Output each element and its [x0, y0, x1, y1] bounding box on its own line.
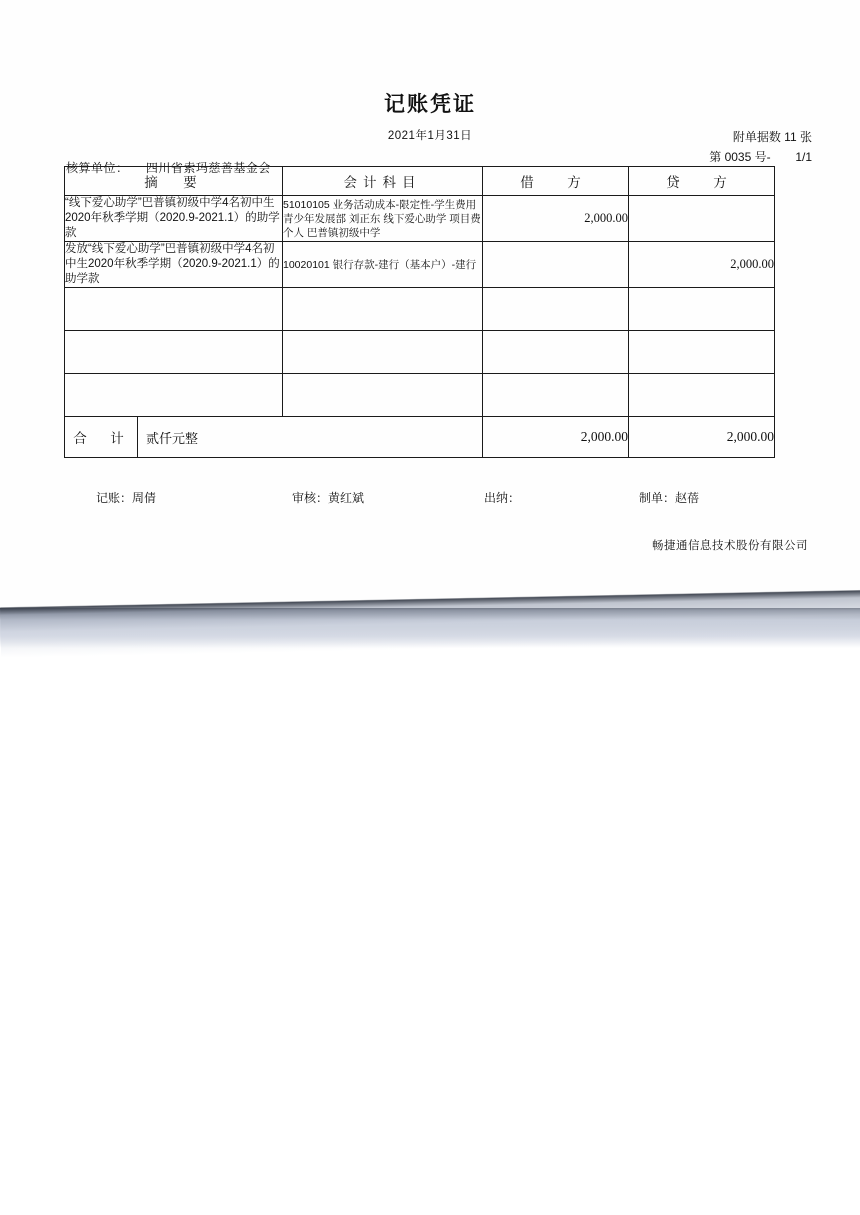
- total-amount-words: 贰仟元整: [146, 430, 199, 446]
- attachment-info: [733, 128, 812, 145]
- attachment-count: 11: [784, 130, 797, 144]
- signature-bookkeeper: 记账：周倩: [96, 491, 157, 505]
- header-abstract: 摘 要: [65, 167, 283, 196]
- voucher-date: 2021年1月31日: [387, 130, 473, 142]
- total-label-cell: [65, 417, 483, 458]
- number-value: 0035: [724, 150, 752, 164]
- cell-debit: [483, 374, 629, 417]
- header-debit: 借 方: [483, 167, 629, 196]
- number-suffix: 号-: [754, 150, 771, 164]
- table-row: [65, 374, 775, 417]
- accounting-unit-value: 四川省索玛慈善基金会: [145, 161, 271, 175]
- signature-preparer: 制单：赵蓓: [639, 491, 700, 505]
- cell-credit: [629, 196, 775, 242]
- table-total-row: [65, 417, 775, 458]
- page-indicator: 1/1: [795, 150, 812, 164]
- cell-credit: 2,000.00: [629, 242, 775, 288]
- table-row: [65, 196, 775, 242]
- signature-auditor: 审核：黄红斌: [292, 491, 365, 505]
- cell-subject: 51010105 业务活动成本-限定性-学生费用 青少年发展部 刘正东 线下爱心助学 项目费 个人 巴普镇初级中学: [283, 196, 483, 242]
- cell-debit: [483, 288, 629, 331]
- cell-credit: [629, 331, 775, 374]
- total-credit: 2,000.00: [629, 417, 775, 458]
- attachment-unit: 张: [799, 130, 812, 144]
- cell-subject: [283, 374, 483, 417]
- page-title: 记账凭证: [384, 92, 476, 116]
- cell-abstract: 发放“线下爱心助学”巴普镇初级中学4名初中生2020年秋季学期（2020.9-2021.1）的助学款: [65, 242, 283, 288]
- cell-subject: 10020101 银行存款-建行（基本户）-建行: [283, 242, 483, 288]
- cell-abstract: [65, 331, 283, 374]
- table-row: [65, 288, 775, 331]
- cell-debit: [483, 242, 629, 288]
- cell-debit: 2,000.00: [483, 196, 629, 242]
- attachment-label: 附单据数: [732, 130, 781, 144]
- signature-cashier: 出纳：: [484, 491, 521, 505]
- voucher-document: [0, 0, 860, 552]
- header-credit: 贷 方: [629, 167, 775, 196]
- cell-abstract: “线下爱心助学”巴普镇初级中学4名初中生2020年秋季学期（2020.9-2021.1）的助学款: [65, 196, 283, 242]
- accounting-unit-label: 核算单位：: [66, 161, 129, 175]
- cell-subject: [283, 288, 483, 331]
- table-row: [65, 331, 775, 374]
- number-label: 第: [709, 150, 722, 164]
- vendor-footer: 畅捷通信息技术股份有限公司: [652, 540, 808, 552]
- header-subject: 会计科目: [283, 167, 483, 196]
- table-header-row: [65, 167, 775, 196]
- total-debit: 2,000.00: [483, 417, 629, 458]
- cell-abstract: [65, 288, 283, 331]
- cell-debit: [483, 331, 629, 374]
- voucher-table: [64, 166, 775, 458]
- total-label: 合 计: [73, 431, 129, 446]
- cell-credit: [629, 374, 775, 417]
- cell-credit: [629, 288, 775, 331]
- table-row: [65, 242, 775, 288]
- cell-abstract: [65, 374, 283, 417]
- cell-subject: [283, 331, 483, 374]
